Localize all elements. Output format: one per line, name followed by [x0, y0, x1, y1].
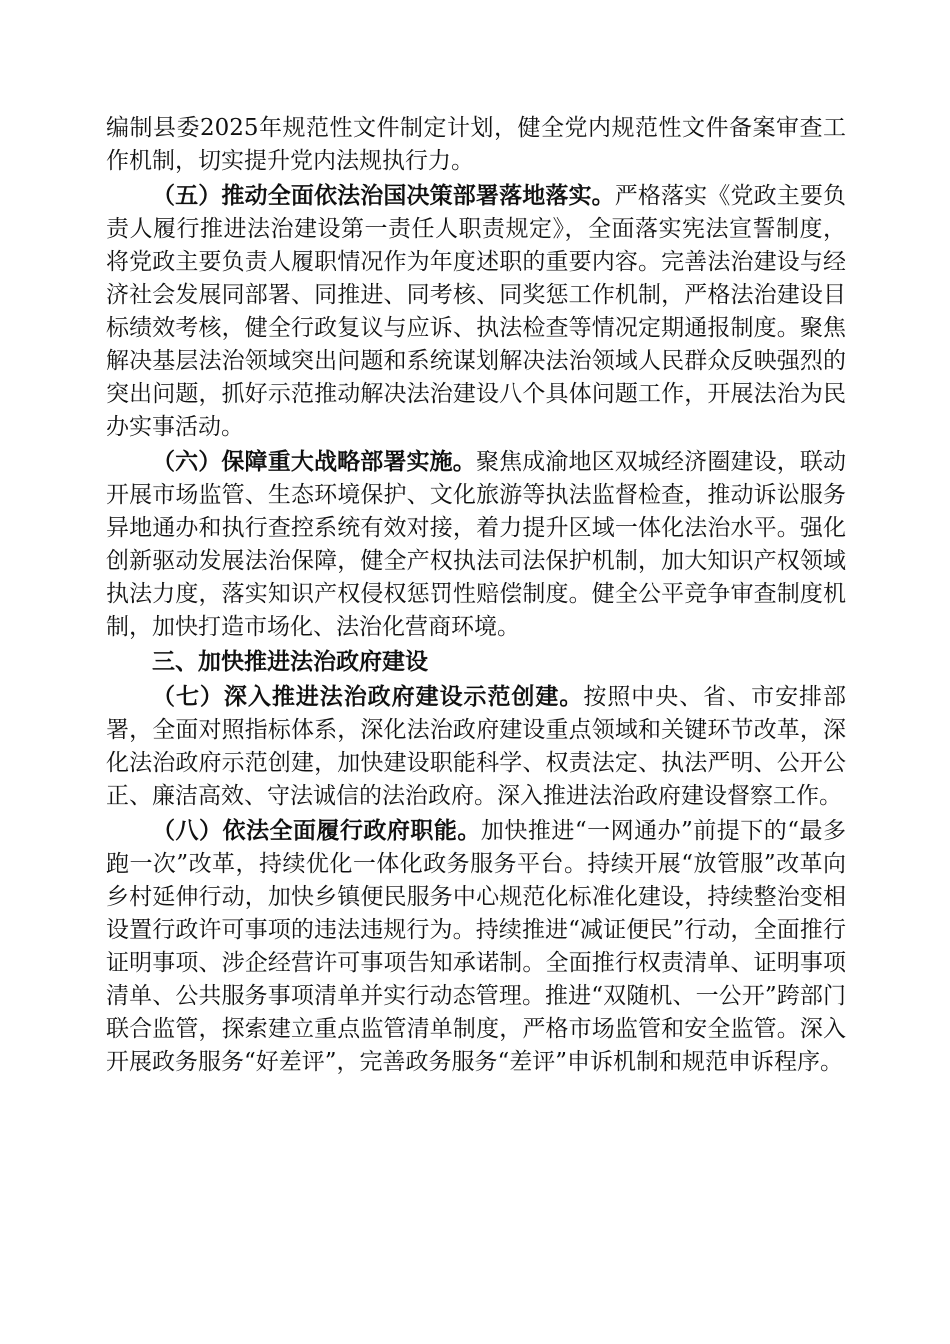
paragraph-section-6 [106, 446, 846, 644]
paragraph-text: 按照中央、省、市安排部署，全面对照指标体系，深化法治政府建设重点领域和关键环节改革，深化法治政府示范创建，加快建设职能科学、权责法定、执法严明、公开公正、廉洁高效、守法诚信的法治政府。深入推进法治政府建设督察工作。 [106, 684, 847, 809]
paragraph-text: 加快推进“一网通办”前提下的“最多跑一次”改革，持续优化一体化政务服务平台。持续开展“放管服”改革向乡村延伸行动，加快乡镇便民服务中心规范化标准化建设，持续整治变相设置行政许可事项的违法违规行为。持续推进“减证便民”行动，全面推行证明事项、涉企经营许可事项告知承诺制。全面推行权责清单、证明事项清单、公共服务事项清单并实行动态管理。推进“双随机、一公开”跨部门联合监管，探索建立重点监管清单制度，严格市场监管和安全监管。深入开展政务服务“好差评”，完善政务服务“差评”申诉机制和规范申诉程序。 [106, 818, 847, 1075]
section-heading: 三、加快推进法治政府建设 [152, 649, 428, 675]
paragraph-lead: （八）依法全面履行政府职能。 [152, 818, 481, 844]
paragraph-continuation [106, 112, 846, 178]
document-page [106, 112, 846, 1081]
paragraph-section-8 [106, 815, 846, 1079]
paragraph-lead: （七）深入推进法治政府建设示范创建。 [152, 684, 584, 710]
paragraph-lead: （五）推动全面依法治国决策部署落地落实。 [152, 183, 615, 209]
paragraph-section-7 [106, 681, 846, 813]
paragraph-section-5 [106, 180, 846, 444]
paragraph-text: 严格落实《党政主要负责人履行推进法治建设第一责任人职责规定》，全面落实宪法宣誓制度，将党政主要负责人履职情况作为年度述职的重要内容。完善法治建设与经济社会发展同部署、同推进、同考核、同奖惩工作机制，严格法治建设目标绩效考核，健全行政复议与应诉、执法检查等情况定期通报制度。聚焦解决基层法治领域突出问题和系统谋划解决法治领域人民群众反映强烈的突出问题，抓好示范推动解决法治建设八个具体问题工作，开展法治为民办实事活动。 [106, 183, 847, 440]
paragraph-text: 聚焦成渝地区双城经济圈建设，联动开展市场监管、生态环境保护、文化旅游等执法监督检查，推动诉讼服务异地通办和执行查控系统有效对接，着力提升区域一体化法治水平。强化创新驱动发展法治保障，健全产权执法司法保护机制，加大知识产权领域执法力度，落实知识产权侵权惩罚性赔偿制度。健全公平竞争审查制度机制，加快打造市场化、法治化营商环境。 [106, 449, 847, 640]
paragraph-text: 编制县委2025年规范性文件制定计划，健全党内规范性文件备案审查工作机制，切实提升党内法规执行力。 [106, 115, 846, 174]
paragraph-lead: （六）保障重大战略部署实施。 [152, 449, 476, 475]
